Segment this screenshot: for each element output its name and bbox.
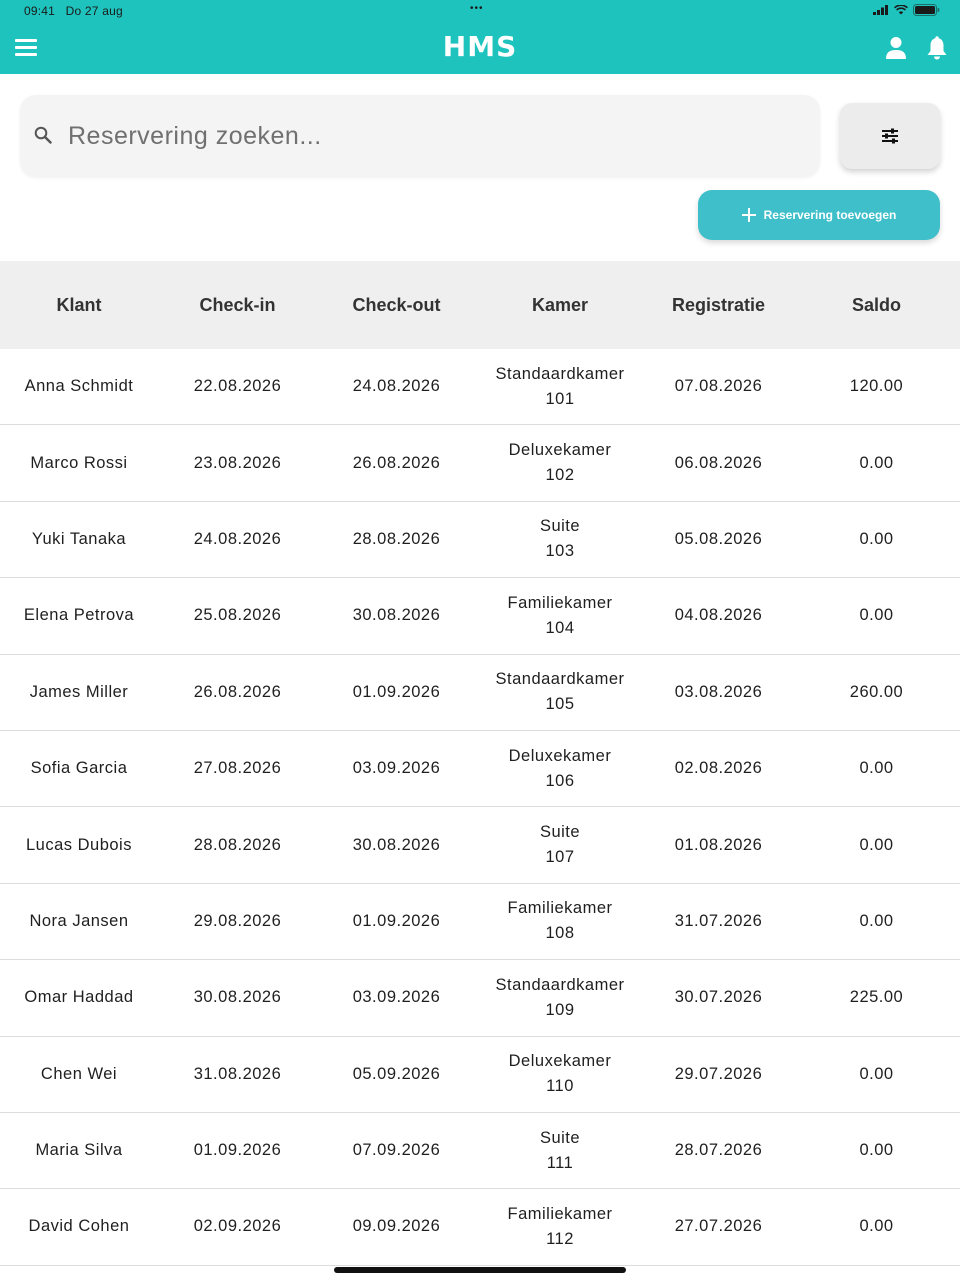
cell-check-in: 26.08.2026 — [193, 682, 282, 701]
room-type: Deluxekamer — [508, 441, 612, 460]
cell-klant: Maria Silva — [35, 1141, 123, 1160]
table-row[interactable] — [0, 1189, 960, 1265]
cell-saldo: 120.00 — [849, 377, 904, 396]
status-bar-time — [24, 4, 123, 18]
cell-registratie: 01.08.2026 — [674, 835, 763, 854]
cell-check-in: 25.08.2026 — [193, 606, 282, 625]
room-type: Standaardkamer — [495, 364, 625, 383]
room-number: 107 — [545, 848, 575, 867]
cell-check-out: 03.09.2026 — [352, 759, 441, 778]
app-logo: HMS — [442, 30, 518, 63]
search-icon — [34, 126, 52, 144]
cell-kamer — [476, 578, 644, 653]
cell-registratie: 05.08.2026 — [674, 529, 763, 548]
status-date: Do 27 aug — [65, 4, 123, 18]
cell-registratie: 03.08.2026 — [674, 682, 763, 701]
cell-klant: Omar Haddad — [24, 988, 134, 1007]
cell-klant: Nora Jansen — [29, 911, 129, 930]
column-header-saldo[interactable]: Saldo — [851, 294, 901, 315]
room-number: 105 — [545, 695, 575, 714]
cell-check-out: 30.08.2026 — [352, 606, 441, 625]
cell-saldo: 0.00 — [859, 911, 894, 930]
cell-check-out: 07.09.2026 — [352, 1141, 441, 1160]
wifi-icon — [894, 5, 908, 15]
room-type: Suite — [539, 517, 581, 536]
table-row[interactable] — [0, 425, 960, 501]
room-number: 104 — [545, 618, 575, 637]
cell-check-out: 01.09.2026 — [352, 911, 441, 930]
cell-check-in: 29.08.2026 — [193, 911, 282, 930]
cell-klant: James Miller — [29, 682, 129, 701]
room-type: Suite — [539, 823, 581, 842]
table-row[interactable] — [0, 502, 960, 578]
cell-kamer — [476, 884, 644, 959]
battery-icon — [913, 4, 940, 16]
cell-kamer — [476, 731, 644, 806]
table-row[interactable] — [0, 349, 960, 425]
cell-registratie: 29.07.2026 — [674, 1064, 763, 1083]
reservations-table — [0, 261, 960, 1266]
user-icon[interactable] — [885, 36, 907, 60]
table-row[interactable] — [0, 1113, 960, 1189]
cell-check-in: 22.08.2026 — [193, 377, 282, 396]
room-number: 110 — [546, 1077, 574, 1096]
room-number: 103 — [545, 542, 575, 561]
room-type: Suite — [539, 1128, 581, 1147]
cell-kamer — [476, 960, 644, 1035]
search-input[interactable] — [68, 117, 768, 155]
cell-saldo: 0.00 — [859, 835, 894, 854]
cell-klant: Elena Petrova — [23, 606, 135, 625]
room-number: 108 — [545, 924, 575, 943]
cell-klant: Yuki Tanaka — [31, 529, 127, 548]
bell-icon[interactable] — [926, 36, 948, 61]
cell-check-in: 31.08.2026 — [193, 1064, 282, 1083]
cell-check-out: 05.09.2026 — [352, 1064, 441, 1083]
filter-button[interactable] — [840, 103, 940, 169]
table-row[interactable] — [0, 655, 960, 731]
room-type: Familiekamer — [507, 1204, 613, 1223]
column-header-kamer[interactable]: Kamer — [531, 294, 589, 315]
cell-kamer — [476, 1113, 644, 1188]
cell-registratie: 30.07.2026 — [674, 988, 763, 1007]
room-number: 111 — [546, 1153, 574, 1172]
cell-saldo: 0.00 — [859, 529, 894, 548]
room-type: Familiekamer — [507, 899, 613, 918]
cell-saldo: 0.00 — [859, 606, 894, 625]
add-reservation-label: Reservering toevoegen — [763, 208, 897, 222]
cell-kamer — [476, 655, 644, 730]
cell-check-in: 01.09.2026 — [193, 1141, 282, 1160]
cell-klant: Anna Schmidt — [24, 377, 134, 396]
room-type: Familiekamer — [507, 593, 613, 612]
cell-registratie: 04.08.2026 — [674, 606, 763, 625]
room-number: 112 — [546, 1229, 574, 1248]
cell-check-out: 01.09.2026 — [352, 682, 441, 701]
table-row[interactable] — [0, 1037, 960, 1113]
cell-saldo: 260.00 — [849, 682, 904, 701]
column-header-klant[interactable]: Klant — [56, 294, 102, 315]
table-row[interactable] — [0, 884, 960, 960]
column-header-check-out[interactable]: Check-out — [352, 294, 441, 315]
room-type: Standaardkamer — [495, 670, 625, 689]
column-header-check-in[interactable]: Check-in — [199, 294, 276, 315]
cell-check-in: 23.08.2026 — [193, 453, 282, 472]
plus-icon — [742, 208, 756, 222]
cell-check-out: 24.08.2026 — [352, 377, 441, 396]
signal-icon — [873, 5, 889, 15]
app-header — [0, 0, 960, 74]
table-row[interactable] — [0, 960, 960, 1036]
cell-check-out: 30.08.2026 — [352, 835, 441, 854]
table-row[interactable] — [0, 578, 960, 654]
room-type: Deluxekamer — [508, 746, 612, 765]
cell-saldo: 0.00 — [859, 453, 894, 472]
cell-kamer — [476, 502, 644, 577]
cell-check-out: 09.09.2026 — [352, 1217, 441, 1236]
room-type: Standaardkamer — [495, 975, 625, 994]
cell-saldo: 0.00 — [859, 1064, 894, 1083]
cell-klant: Chen Wei — [40, 1064, 118, 1083]
cell-kamer — [476, 1037, 644, 1112]
cell-check-in: 30.08.2026 — [193, 988, 282, 1007]
search-bar — [20, 95, 820, 177]
cell-klant: Sofia Garcia — [30, 759, 128, 778]
cell-registratie: 28.07.2026 — [674, 1141, 763, 1160]
cell-registratie: 06.08.2026 — [674, 453, 763, 472]
cell-saldo: 0.00 — [859, 759, 894, 778]
table-header — [0, 261, 960, 349]
cell-check-out: 28.08.2026 — [352, 529, 441, 548]
table-row[interactable] — [0, 731, 960, 807]
add-reservation-button[interactable] — [698, 190, 940, 240]
multitask-dots-icon[interactable]: ••• — [470, 3, 484, 14]
table-row[interactable] — [0, 807, 960, 883]
cell-kamer — [476, 425, 644, 500]
cell-check-in: 02.09.2026 — [193, 1217, 282, 1236]
status-indicators — [873, 4, 940, 16]
cell-registratie: 02.08.2026 — [674, 759, 763, 778]
cell-check-in: 27.08.2026 — [193, 759, 282, 778]
cell-klant: David Cohen — [28, 1217, 130, 1236]
table-body — [0, 349, 960, 1266]
cell-check-in: 28.08.2026 — [193, 835, 282, 854]
cell-klant: Lucas Dubois — [26, 835, 132, 854]
cell-registratie: 07.08.2026 — [674, 377, 763, 396]
filter-sliders-icon — [880, 128, 900, 144]
cell-kamer — [476, 1189, 644, 1264]
room-number: 106 — [545, 771, 575, 790]
room-type: Deluxekamer — [508, 1052, 612, 1071]
cell-check-out: 26.08.2026 — [352, 453, 441, 472]
room-number: 102 — [545, 466, 575, 485]
cell-kamer — [476, 807, 644, 882]
cell-registratie: 27.07.2026 — [674, 1217, 763, 1236]
room-number: 109 — [545, 1000, 575, 1019]
cell-registratie: 31.07.2026 — [674, 911, 763, 930]
cell-check-out: 03.09.2026 — [352, 988, 441, 1007]
cell-saldo: 225.00 — [849, 988, 904, 1007]
cell-saldo: 0.00 — [859, 1217, 894, 1236]
cell-kamer — [476, 349, 644, 424]
status-time: 09:41 — [24, 4, 56, 18]
column-header-registratie[interactable]: Registratie — [671, 294, 766, 315]
home-indicator[interactable] — [334, 1267, 626, 1273]
cell-saldo: 0.00 — [859, 1141, 894, 1160]
cell-klant: Marco Rossi — [30, 453, 128, 472]
cell-check-in: 24.08.2026 — [193, 529, 282, 548]
room-number: 101 — [545, 389, 575, 408]
